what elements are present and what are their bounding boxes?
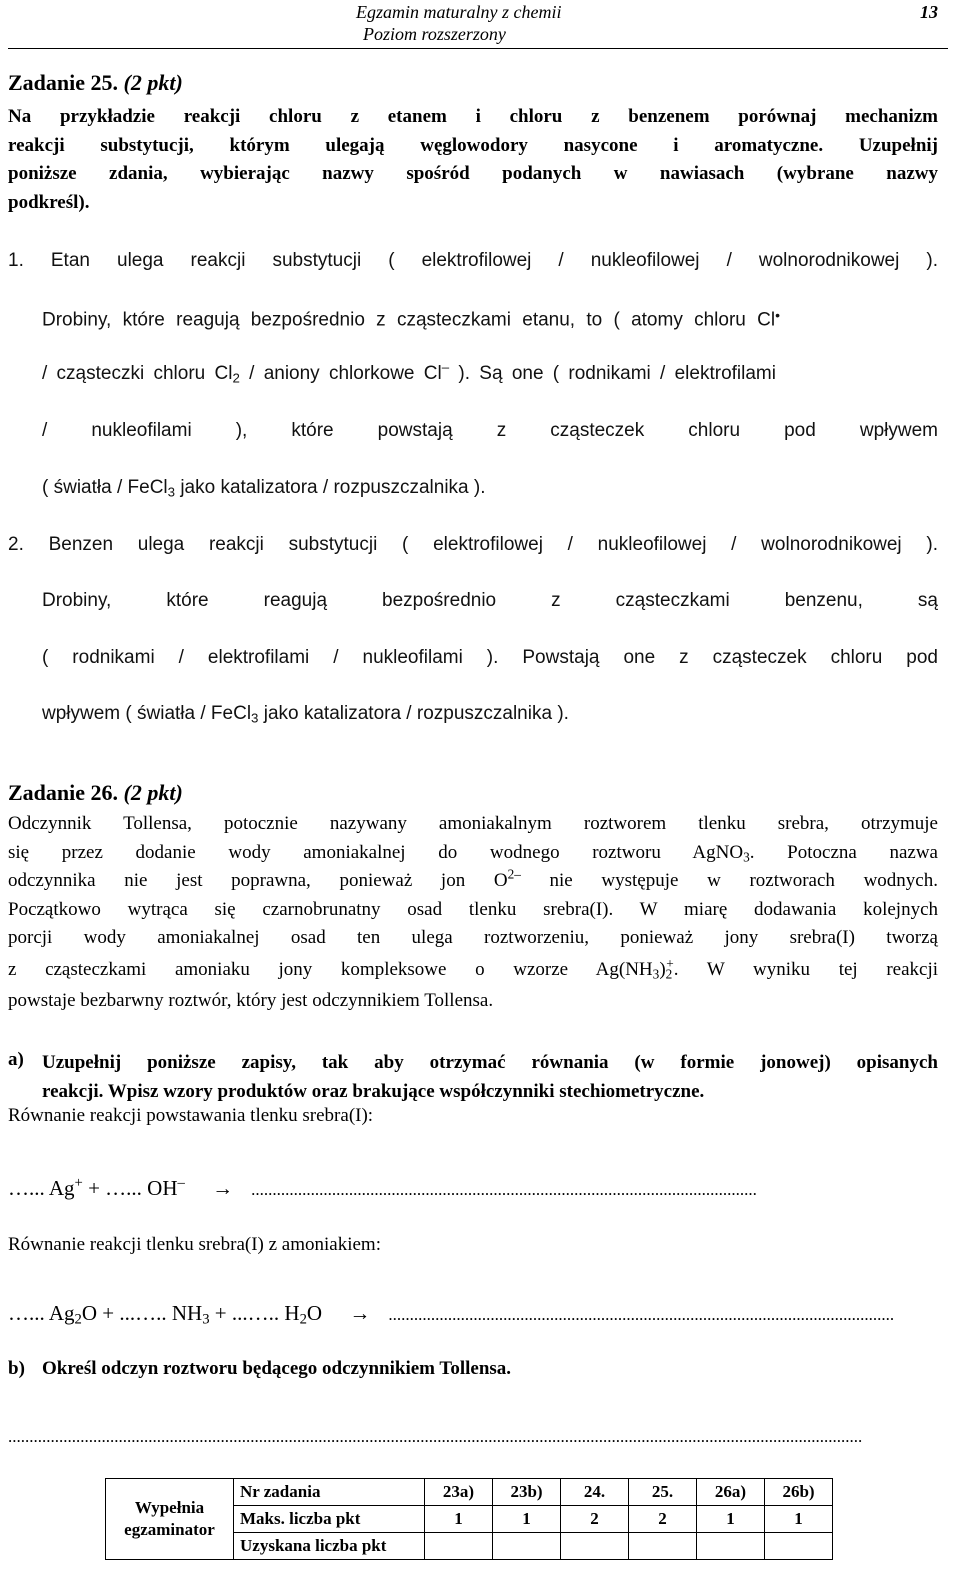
score-table-max: 2 bbox=[561, 1506, 629, 1533]
task25-intro: Na przykładzie reakcji chloru z etanem i chloru z benzenem porównaj mechanizm reakcji substytucji, którym ulegają węglowodory nasycone i aromatyczne. Uzupełnij poniższe zdania, wybierając nazwy spośród podanych w nawiasach (wybrane nazwy podkreśl). bbox=[8, 106, 938, 213]
score-table-obtained-cell[interactable] bbox=[697, 1533, 765, 1560]
task26-eq1: …... Ag+ + …... OH– → ....................................................................................................................... bbox=[8, 1176, 757, 1200]
task25-p2-line1: 2. Benzen ulega reakcji substytucji ( elektrofilowej / nukleofilowej / wolnorodnikowej ). bbox=[8, 534, 938, 555]
task26-b-answer-line: ......................................................................................................................................................................................................... bbox=[8, 1427, 863, 1446]
score-table-max: 1 bbox=[493, 1506, 561, 1533]
task25-p2-line4: wpływem ( światła / FeCl$_3$ jako katalizatora / rozpuszczalnika ). bbox=[42, 703, 569, 726]
task26-b-label: b) bbox=[8, 1358, 25, 1379]
score-table-task: 25. bbox=[629, 1479, 697, 1506]
header-exam-title: Egzamin maturalny z chemii bbox=[356, 2, 562, 22]
score-table-obtained-cell[interactable] bbox=[425, 1533, 493, 1560]
task26-eq2: …... $Ag_2O$ + ...….. $NH_3$ + ...….. $H_2O$ → ....................................................................................................................... bbox=[8, 1301, 895, 1326]
score-table-row-obtained-label: Uzyskana liczba pkt bbox=[234, 1533, 425, 1560]
task26-paragraph: Odczynnik Tollensa, potocznie nazywany amoniakalnym roztworem tlenku srebra, otrzymuje się przez dodanie wody amoniakalnej do wodnego roztworu AgNO$_3$. Potoczna nazwa odczynnika nie jest poprawna, ponieważ jon $O^{2-}$ nie występuje w roztworach wodnych. Początkowo wytrąca się czarnobrunatny osad tlenku srebra(I). W miarę dodawania kolejnych porcji wody amoniakalnej osad ten ulega roztworzeniu, ponieważ jony srebra(I) tworzą z cząsteczkami amoniaku jony kompleksowe o wzorze $Ag(NH_3)_2^+$. W wyniku tej reakcji powstaje bezbarwny roztwór, który jest odczynnikiem Tollensa. bbox=[8, 813, 938, 1011]
task26-title: Zadanie 26. (2 pkt) bbox=[8, 780, 183, 805]
page-number: 13 bbox=[920, 2, 938, 22]
score-table bbox=[105, 1478, 833, 1560]
task26-a-instruction: Uzupełnij poniższe zapisy, tak aby otrzymać równania (w formie jonowej) opisanych reakcji. Wpisz wzory produktów oraz brakujące współczynniki stechiometryczne. bbox=[42, 1052, 938, 1102]
score-table-max: 1 bbox=[765, 1506, 833, 1533]
score-table-obtained-cell[interactable] bbox=[493, 1533, 561, 1560]
task25-p2-line3: ( rodnikami / elektrofilami / nukleofilami ). Powstają one z cząsteczek chloru pod bbox=[42, 647, 938, 668]
score-table-max: 1 bbox=[697, 1506, 765, 1533]
task25-p1-line3: / cząsteczki chloru $Cl_2$ / aniony chlorkowe Cl– ). Są one ( rodnikami / elektrofilami bbox=[42, 359, 776, 386]
score-table-task: 23b) bbox=[493, 1479, 561, 1506]
score-table-task: 23a) bbox=[425, 1479, 493, 1506]
task26-a-label: a) bbox=[8, 1049, 24, 1070]
task26-b-instruction: Określ odczyn roztworu będącego odczynnikiem Tollensa. bbox=[42, 1358, 512, 1379]
task25-title: Zadanie 25. (2 pkt) bbox=[8, 70, 183, 95]
task25-p1-line2: Drobiny, które reagują bezpośrednio z cząsteczkami etanu, to ( atomy chloru Cl• bbox=[42, 307, 780, 331]
task25-p1-line1: 1. Etan ulega reakcji substytucji ( elektrofilowej / nukleofilowej / wolnorodnikowej ). bbox=[8, 250, 938, 271]
task26-eq1-caption: Równanie reakcji powstawania tlenku srebra(I): bbox=[8, 1105, 374, 1126]
score-table-row-max-label: Maks. liczba pkt bbox=[234, 1506, 425, 1533]
score-table-obtained-cell[interactable] bbox=[765, 1533, 833, 1560]
task26-eq2-caption: Równanie reakcji tlenku srebra(I) z amoniakiem: bbox=[8, 1234, 381, 1255]
score-table-obtained-cell[interactable] bbox=[561, 1533, 629, 1560]
score-table-task: 24. bbox=[561, 1479, 629, 1506]
score-table-obtained-cell[interactable] bbox=[629, 1533, 697, 1560]
task25-p1-line5: ( światła / FeCl$_3$ jako katalizatora / rozpuszczalnika ). bbox=[42, 477, 486, 500]
header-level: Poziom rozszerzony bbox=[363, 24, 506, 44]
task25-p2-line2: Drobiny, które reagują bezpośrednio z cząsteczkami benzenu, są bbox=[42, 590, 938, 611]
score-table-task: 26a) bbox=[697, 1479, 765, 1506]
score-table-max: 1 bbox=[425, 1506, 493, 1533]
score-table-task: 26b) bbox=[765, 1479, 833, 1506]
score-table-max: 2 bbox=[629, 1506, 697, 1533]
score-table-examiner: Wypełnia egzaminator bbox=[106, 1479, 234, 1560]
score-table-row-task-label: Nr zadania bbox=[234, 1479, 425, 1506]
header-rule bbox=[8, 48, 948, 49]
task25-p1-line4: / nukleofilami ), które powstają z cząsteczek chloru pod wpływem bbox=[42, 420, 938, 441]
